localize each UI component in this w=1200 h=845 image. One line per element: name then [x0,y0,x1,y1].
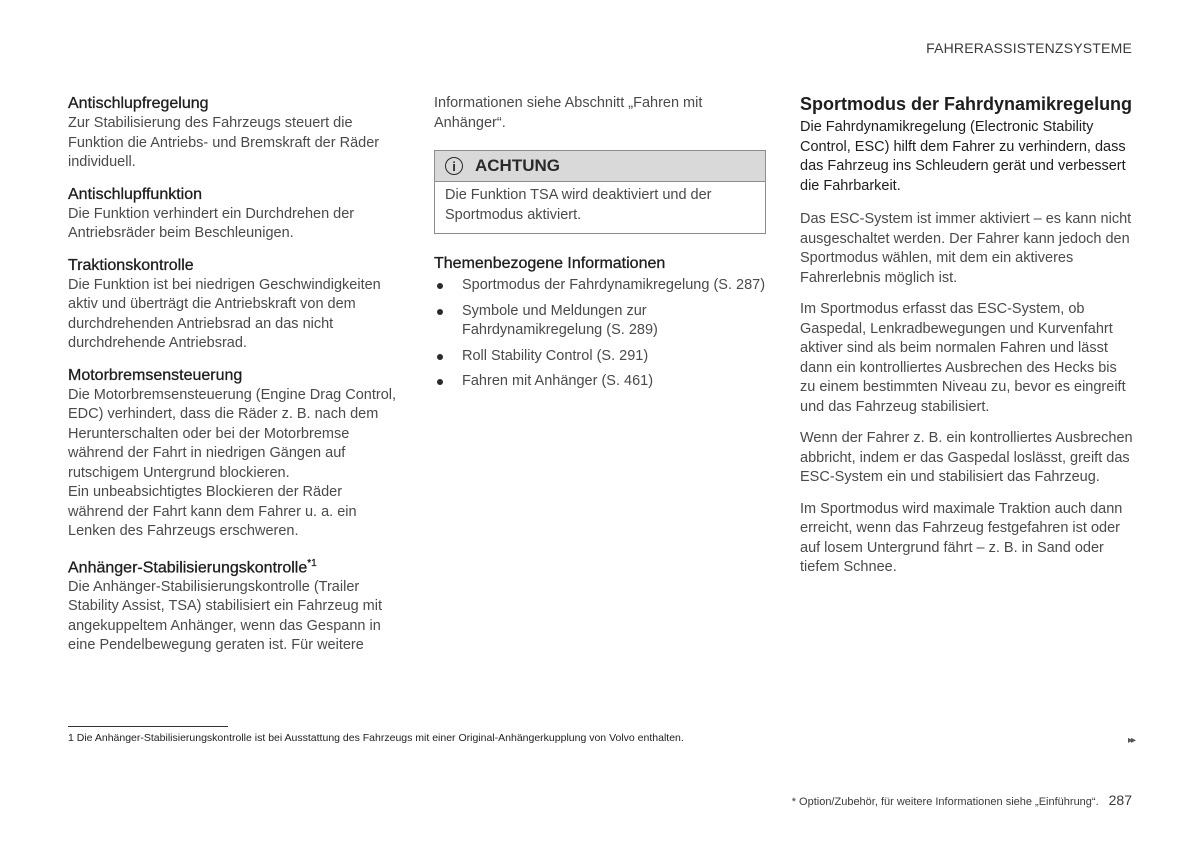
section-text: Die Funktion verhindert ein Durchdrehen der Antriebsräder beim Beschleunigen. [68,205,355,241]
warning-header [435,151,765,182]
section-heading: Motorbremsensteuerung [68,366,243,384]
page-footer [792,792,1132,808]
info-icon: i [445,157,463,175]
paragraph: Im Sportmodus erfasst das ESC-System, ob Gaspedal, Lenkradbewegungen und Kurvenfahrt aktiver sind als beim normalen Fahren und lässt dann ein kontrolliertes Ausbrechen des Hecks bis zu einem bestimmten Niveau zu, bevor es eingreift und das Fahrzeug stabilisiert. [800,301,1126,415]
footnote-divider [68,726,228,727]
column-right [800,94,1136,578]
related-link-anhaenger[interactable]: Fahren mit Anhänger (S. 461) [434,372,766,392]
paragraph: Im Sportmodus wird maximale Traktion auch dann erreicht, wenn das Fahrzeug festgefahren ist oder auf losem Untergrund fährt – z. B. in Sand oder tiefem Schnee. [800,500,1123,575]
section-heading: Anhänger-Stabilisierungskontrolle$^{*1}$ [68,557,317,576]
section-anhaenger-stabilisierung [68,554,400,656]
section-heading: Antischlupfregelung [68,95,209,112]
paragraph: Wenn der Fahrer z. B. ein kontrolliertes Ausbrechen abbricht, indem er das Gaspedal loslässt, greift das ESC-System ein und stabilisiert das Fahrzeug. [800,430,1133,485]
section-antischlupffunktion [68,185,400,244]
section-heading: Antischlupffunktion [68,185,203,203]
related-link-sportmodus[interactable]: Sportmodus der Fahrdynamikregelung (S. 287) [434,276,766,296]
lead-text: Die Fahrdynamikregelung (Electronic Stability Control, ESC) hilft dem Fahrer zu verhindern, dass das Fahrzeug ins Schleudern gerät und verbessert die Fahrbarkeit. [800,119,1126,194]
related-link-symbole[interactable]: Symbole und Meldungen zur Fahrdynamikregelung (S. 289) [434,302,766,341]
section-text: Die Anhänger-Stabilisierungskontrolle (Trailer Stability Assist, TSA) stabilisiert ein Fahrzeug mit angekuppeltem Anhänger, wenn das Gespann in eine Pendelbewegung geraten ist. Für weitere [68,578,383,654]
warning-body [435,182,765,233]
page-number: 287 [1108,792,1132,808]
section-text: Die Motorbremsensteuerung (Engine Drag Control, EDC) verhindert, dass die Räder z. B. nach dem Herunterschalten oder bei der Motorbremse während der Fahrt in niedrigen Gängen auf rutschigem Untergrund blockieren. [68,386,397,481]
option-note: * Option/Zubehör, für weitere Informationen siehe „Einführung“. [791,796,1099,808]
warning-text: Die Funktion TSA wird deaktiviert und der Sportmodus aktiviert. [445,187,712,223]
section-header: FAHRERASSISTENZSYSTEME [926,40,1132,56]
next-page-arrow-icon: ▸▸ [1127,735,1134,746]
continued-text: Informationen siehe Abschnitt „Fahren mit Anhänger“. [434,95,703,131]
paragraph: Das ESC-System ist immer aktiviert – es kann nicht ausgeschaltet werden. Der Fahrer kann jedoch den Sportmodus wählen, mit dem ein aktiveres Fahrerlebnis möglich ist. [800,211,1132,286]
section-text: Die Funktion ist bei niedrigen Geschwindigkeiten aktiv und überträgt die Antriebskraft von dem durchdrehenden Antriebsrad an das nicht durchdrehende Antriebsrad. [68,276,381,351]
column-middle [434,94,766,398]
related-link-roll-stability[interactable]: Roll Stability Control (S. 291) [434,347,766,367]
section-antischlupfregelung [68,94,400,173]
section-text: Zur Stabilisierung des Fahrzeugs steuert die Funktion die Antriebs- und Bremskraft der Räder individuell. [68,115,380,170]
warning-title: ACHTUNG [475,156,560,175]
footnote: 1 Die Anhänger-Stabilisierungskontrolle ist bei Ausstattung des Fahrzeugs mit einer Original-Anhängerkupplung von Volvo enthalten. [68,732,684,744]
warning-box [434,150,766,234]
option-footnote-marker: *1 [307,557,317,569]
section-traktionskontrolle [68,256,400,354]
related-list [434,276,766,392]
related-heading: Themenbezogene Informationen [434,255,666,272]
main-heading: Sportmodus der Fahrdynamikregelung [800,94,1133,114]
section-heading: Traktionskontrolle [68,256,194,274]
column-left [68,94,400,668]
section-motorbremsensteuerung [68,366,400,542]
section-text-2: Ein unbeabsichtigtes Blockieren der Räder während der Fahrt kann dem Fahrer u. a. ein Lenken des Fahrzeugs erschweren. [68,484,357,539]
